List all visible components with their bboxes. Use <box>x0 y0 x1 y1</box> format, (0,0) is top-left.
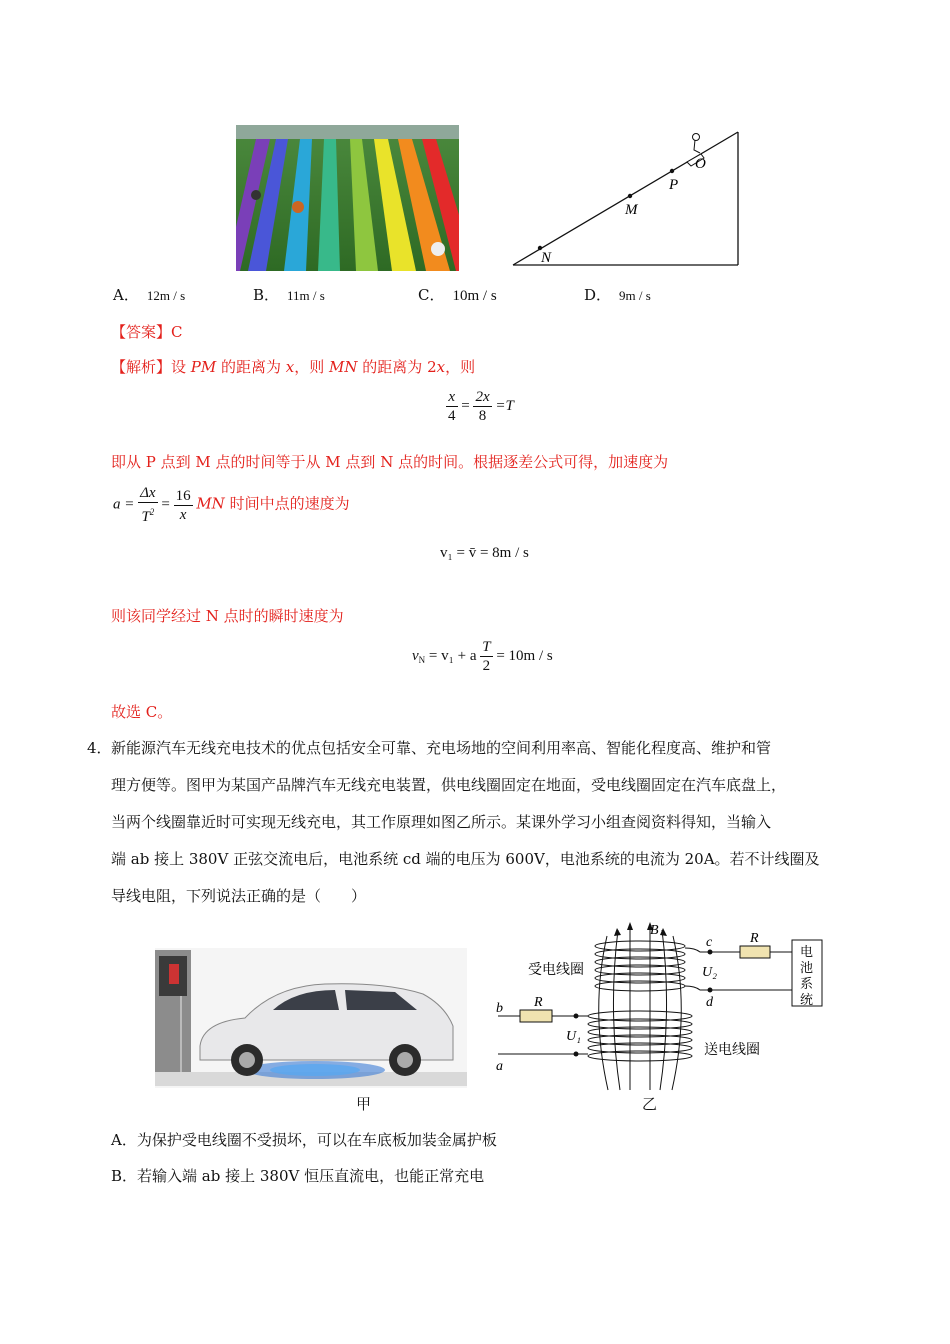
q4-line-5: 导线电阻，下列说法正确的是（ ） <box>111 887 367 905</box>
fig-jia-label: 甲 <box>356 1095 372 1113</box>
option-c: C． 10m / s <box>418 286 497 304</box>
q4-option-a: A．为保护受电线圈不受损坏，可以在车底板加装金属护板 <box>111 1131 497 1149</box>
q4-number: 4． <box>87 739 112 757</box>
label-p: P <box>669 177 679 193</box>
label-b-field: B <box>650 923 659 938</box>
label-b-terminal: b <box>496 1001 503 1016</box>
label-battery-4: 统 <box>800 993 814 1008</box>
label-battery-3: 系 <box>800 977 814 992</box>
car-charging-figure <box>155 948 467 1088</box>
answer-tag: 【答案】 <box>111 323 172 341</box>
label-a-terminal: a <box>496 1059 503 1074</box>
label-u2: U₂ <box>702 965 717 980</box>
label-n: N <box>541 250 552 266</box>
label-send-coil: 送电线圈 <box>704 1042 760 1058</box>
q4-line-2: 理方便等。图甲为某国产品牌汽车无线充电装置，供电线圈固定在地面，受电线圈固定在汽车底盘上， <box>111 776 787 794</box>
label-d: d <box>706 995 713 1010</box>
conclusion: 故选 C。 <box>111 703 173 721</box>
transformer-circuit <box>490 920 830 1092</box>
label-battery-2: 池 <box>800 961 814 976</box>
label-battery-1: 电 <box>800 945 814 960</box>
label-r-bottom: R <box>534 995 543 1010</box>
fig-yi-label: 乙 <box>642 1095 658 1113</box>
equation-1: $\frac{x}{4}$ = $\frac{2x}{8}$ =T <box>448 389 514 424</box>
option-b: B． 11m / s <box>253 286 325 304</box>
analysis-line-2: 即从 P 点到 M 点的时间等于从 M 点到 N 点的时间。根据逐差公式可得，加速度为 <box>111 453 669 471</box>
option-d: D． 9m / s <box>584 286 651 304</box>
equation-3: v₁ = v̄ = 8m / s <box>440 545 529 561</box>
q4-option-b: B．若输入端 ab 接上 380V 恒压直流电，也能正常充电 <box>111 1167 485 1185</box>
equation-2: a = $\frac{\Delta x}{T^2}$ = $\frac{16}{x}$ MN 时间中点的速度为 <box>113 485 350 525</box>
label-c: c <box>706 935 713 950</box>
q4-line-4: 端 ab 接上 380V 正弦交流电后，电池系统 cd 端的电压为 600V，电池系统的电流为 20A。若不计线圈及 <box>111 850 820 868</box>
analysis-line-4: 则该同学经过 N 点时的瞬时速度为 <box>111 607 344 625</box>
slide-photo <box>236 125 459 271</box>
label-o: O <box>695 156 706 172</box>
q4-line-1: 新能源汽车无线充电技术的优点包括安全可靠、充电场地的空间利用率高、智能化程度高、维护和管 <box>111 739 772 757</box>
label-receive-coil: 受电线圈 <box>528 962 584 978</box>
incline-diagram <box>505 125 745 271</box>
answer-line <box>111 322 183 342</box>
option-a: A． 12m / s <box>113 286 186 304</box>
label-u1: U₁ <box>566 1029 581 1044</box>
label-r-top: R <box>750 931 759 946</box>
answer-value: C <box>171 323 183 341</box>
analysis-line-1: 【解析】设 PM 的距离为 x，则 MN 的距离为 2x，则 <box>111 358 476 376</box>
label-m: M <box>625 202 638 218</box>
equation-4: $v_N = v_1 + a$ $\frac{T}{2}$ = 10m / s <box>412 639 553 674</box>
q4-line-3: 当两个线圈靠近时可实现无线充电，其工作原理如图乙所示。某课外学习小组查阅资料得知，当输入 <box>111 813 772 831</box>
